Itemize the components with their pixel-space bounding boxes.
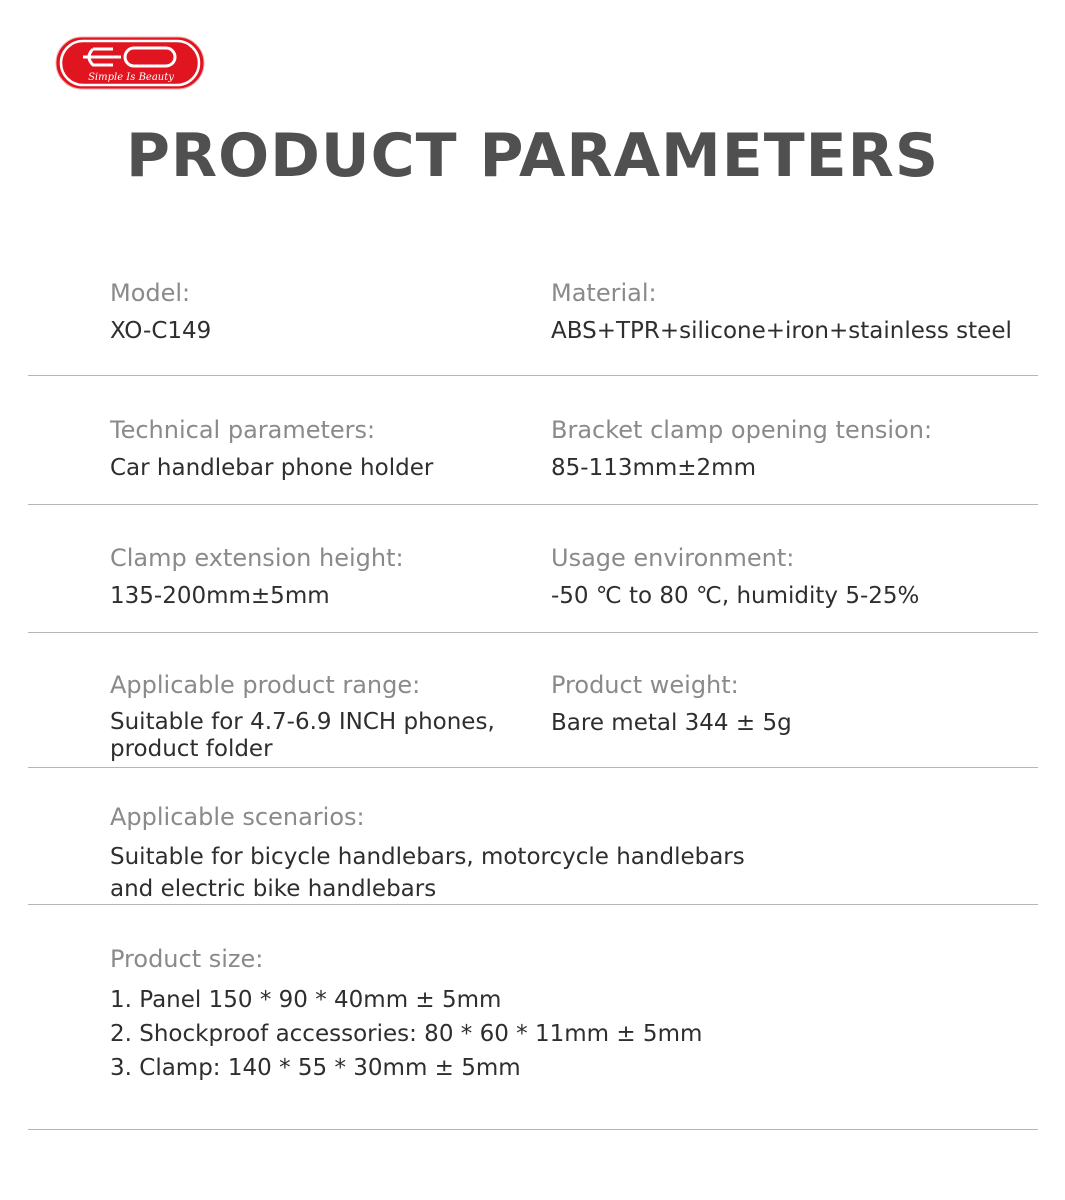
- divider: [28, 1129, 1038, 1130]
- param-label: Applicable product range:: [110, 671, 421, 699]
- param-value: 135-200mm±5mm: [110, 583, 330, 609]
- param-value-line: product folder: [110, 736, 273, 762]
- param-value: XO-C149: [110, 318, 212, 344]
- param-height: [110, 543, 540, 610]
- param-value: 85-113mm±2mm: [551, 455, 756, 481]
- param-value-line: Suitable for 4.7-6.9 INCH phones,: [110, 709, 495, 735]
- param-value: ABS+TPR+silicone+iron+stainless steel: [551, 318, 1012, 344]
- param-value: -50 ℃ to 80 ℃, humidity 5-25%: [551, 583, 920, 609]
- divider: [28, 904, 1038, 905]
- param-value-line: and electric bike handlebars: [110, 876, 437, 902]
- param-technical: [110, 415, 540, 482]
- param-label: Product weight:: [551, 671, 739, 699]
- logo-tagline: Simple Is Beauty: [88, 72, 174, 83]
- divider: [28, 767, 1038, 768]
- size-list-item: 2. Shockproof accessories: 80 * 60 * 11mm ± 5mm: [110, 1021, 703, 1047]
- xo-brand-logo: [55, 36, 205, 90]
- param-model: [110, 278, 540, 345]
- size-list-item: 1. Panel 150 * 90 * 40mm ± 5mm: [110, 987, 502, 1013]
- param-material: [551, 278, 1051, 345]
- param-label: Applicable scenarios:: [110, 803, 365, 831]
- param-scenarios: [110, 802, 1010, 905]
- param-value-list: [110, 983, 1010, 1085]
- divider: [28, 504, 1038, 505]
- param-label: Usage environment:: [551, 544, 795, 572]
- divider: [28, 632, 1038, 633]
- divider: [28, 375, 1038, 376]
- param-value: Car handlebar phone holder: [110, 455, 434, 481]
- param-label: Material:: [551, 279, 657, 307]
- param-value-line: Suitable for bicycle handlebars, motorcycle handlebars: [110, 844, 745, 870]
- param-range: [110, 670, 540, 763]
- param-label: Model:: [110, 279, 191, 307]
- param-label: Product size:: [110, 945, 264, 973]
- param-value-multiline: [110, 709, 540, 763]
- param-value-multiline: [110, 841, 1010, 905]
- param-tension: [551, 415, 1051, 482]
- size-list-item: 3. Clamp: 140 * 55 * 30mm ± 5mm: [110, 1055, 521, 1081]
- param-label: Technical parameters:: [110, 416, 376, 444]
- page-title: PRODUCT PARAMETERS: [125, 121, 940, 191]
- param-weight: [551, 670, 1051, 737]
- param-value: Bare metal 344 ± 5g: [551, 710, 792, 736]
- param-label: Clamp extension height:: [110, 544, 404, 572]
- param-label: Bracket clamp opening tension:: [551, 416, 933, 444]
- param-size: [110, 944, 1010, 1085]
- param-environment: [551, 543, 1051, 610]
